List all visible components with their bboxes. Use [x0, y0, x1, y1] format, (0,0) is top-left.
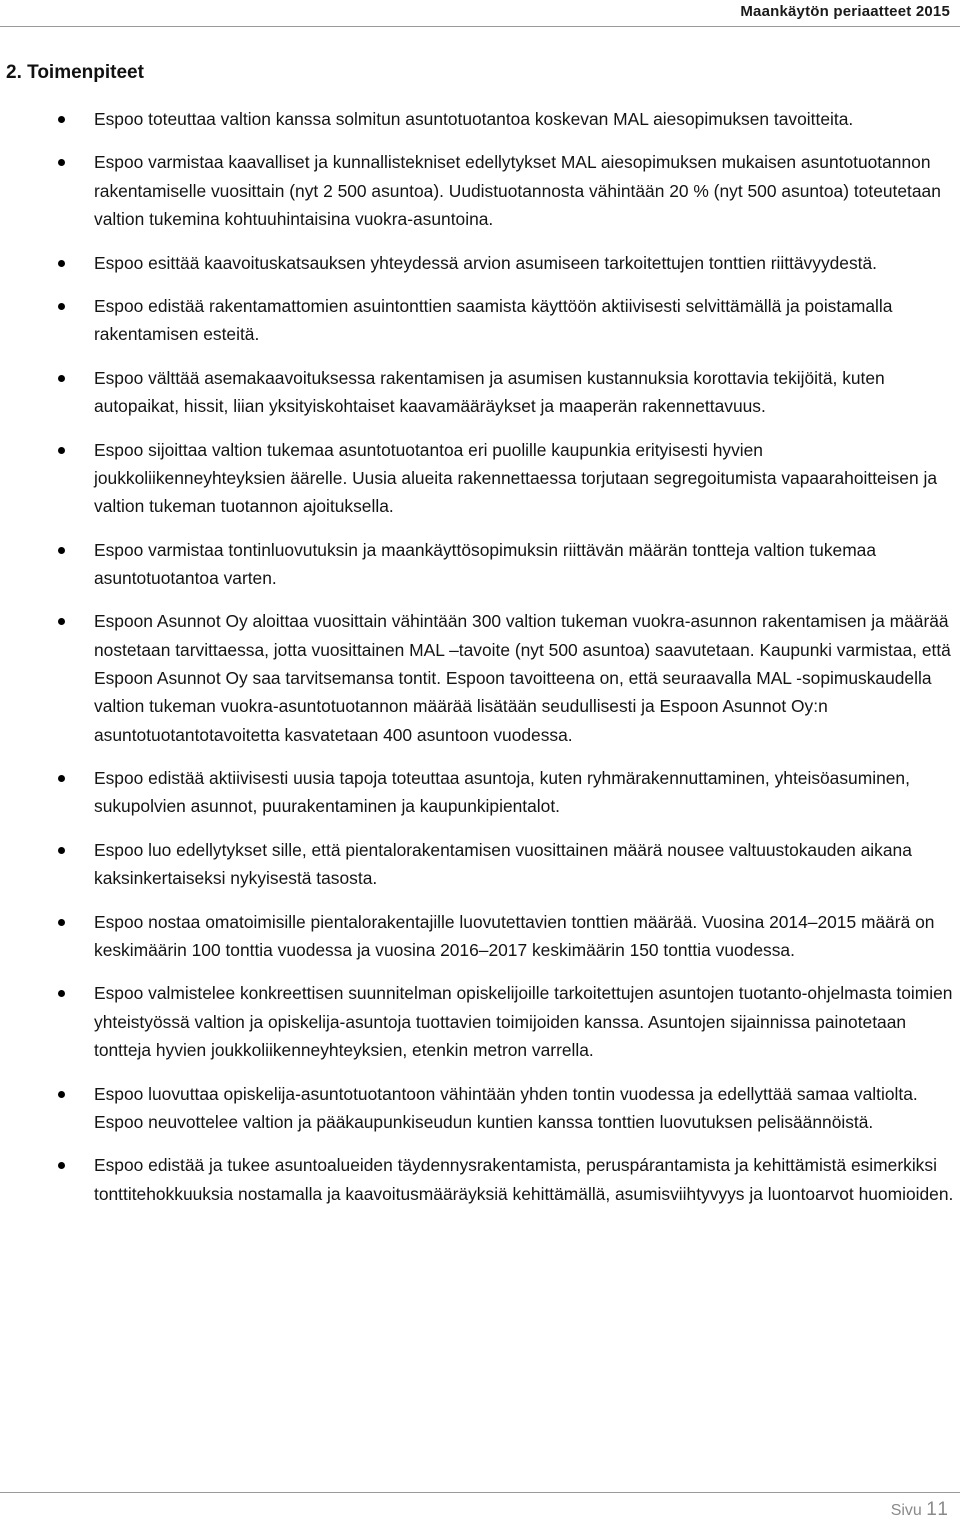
- list-item: [0, 292, 960, 349]
- list-item: [0, 1151, 960, 1208]
- footer-divider: [0, 1492, 960, 1493]
- bullet-icon: [58, 1162, 65, 1169]
- list-item: [0, 908, 960, 965]
- bullet-icon: [58, 159, 65, 166]
- bullet-icon: [58, 1091, 65, 1098]
- list-item: [0, 105, 960, 133]
- list-item-text: Espoo välttää asemakaavoituksessa rakentamisen ja asumisen kustannuksia korottavia tekijöitä, kuten autopaikat, hissit, liian yksityiskohtaiset kaavamääräykset ja maaperän rakennettavuus.: [94, 367, 885, 417]
- list-item-text: Espoo sijoittaa valtion tukemaa asuntotuotantoa eri puolille kaupunkia erityisesti hyvien joukkoliikenneyhteyksien äärelle. Uusia alueita rakennettaessa torjutaan segregoitumista vapaarahoitteisen ja valtion tukeman tuotannon ajoituksella.: [94, 439, 937, 517]
- list-item-text: Espoo edistää ja tukee asuntoalueiden täydennysrakentamista, peruspárantamista ja kehittämistä esimerkiksi tonttitehokkuuksia nostamalla ja kaavoitusmääräyksiä kehittämällä, asumisviihtyvyys ja luontoarvot huomioiden.: [94, 1155, 954, 1204]
- bullet-icon: [58, 847, 65, 854]
- page-label: Sivu: [890, 1502, 922, 1519]
- list-item-text: Espoon Asunnot Oy aloittaa vuosittain vähintään 300 valtion tukeman vuokra-asunnon rakentamisen ja määrää nostetaan tarvittaessa, jotta vuosittainen MAL –tavoite (nyt 500 asuntoa) saavutetaan. Kaupunki varmistaa, että Espoon Asunnot Oy saa tarvitsemansa tontit. Espoon tavoitteena on, että seuraavalla MAL -sopimuskaudella valtion tukeman vuokra-asuntotuotannon määrää lisätään seudullisesti ja Espoon Asunnot Oy:n asuntotuotantotavoitetta kasvatetaan 400 asuntoon vuodessa.: [94, 611, 951, 745]
- list-item: [0, 1080, 960, 1137]
- measures-list: [0, 105, 960, 1223]
- page-number-value: 11: [926, 1499, 950, 1520]
- list-item: [0, 364, 960, 421]
- page-number: [891, 1499, 950, 1521]
- list-item-text: Espoo edistää rakentamattomien asuintonttien saamista käyttöön aktiivisesti selvittämällä ja poistamalla rakentamisen esteitä.: [94, 296, 893, 345]
- list-item: [0, 607, 960, 748]
- document-header-title: Maankäytön periaatteet 2015: [740, 3, 950, 20]
- bullet-icon: [58, 990, 65, 997]
- header-divider: [0, 26, 960, 27]
- bullet-icon: [58, 116, 65, 123]
- list-item: [0, 249, 960, 277]
- section-heading: 2. Toimenpiteet: [6, 62, 144, 83]
- list-item-text: Espoo luo edellytykset sille, että pientalorakentamisen vuosittainen määrä nousee valtuustokauden aikana kaksinkertaiseksi nykyisestä tasosta.: [94, 839, 912, 889]
- bullet-icon: [58, 775, 65, 782]
- bullet-icon: [58, 447, 65, 454]
- list-item: [0, 436, 960, 521]
- bullet-icon: [58, 375, 65, 382]
- list-item-text: Espoo varmistaa kaavalliset ja kunnallistekniset edellytykset MAL aiesopimuksen mukaisen asuntotuotannon rakentamiselle vuosittain (nyt 2 500 asuntoa). Uudistuotannosta vähintään 20 % (nyt 500 asuntoa) toteutetaan valtion tukemina kohtuuhintaisina vuokra-asuntoina.: [94, 152, 941, 230]
- list-item: [0, 836, 960, 893]
- bullet-icon: [58, 919, 65, 926]
- list-item: [0, 536, 960, 593]
- bullet-icon: [58, 618, 65, 625]
- list-item-text: Espoo valmistelee konkreettisen suunnitelman opiskelijoille tarkoitettujen asuntojen tuotanto-ohjelmasta toimien yhteistyössä valtion ja opiskelija-asuntoja tuottavien toimijoiden kanssa. Asuntojen sijainnissa painotetaan tontteja hyvien joukkoliikenneyhteyksien, etenkin metron varrella.: [94, 983, 953, 1061]
- bullet-icon: [58, 547, 65, 554]
- list-item-text: Espoo edistää aktiivisesti uusia tapoja toteuttaa asuntoja, kuten ryhmärakennuttaminen, yhteisöasuminen, sukupolvien asunnot, puurakentaminen ja kaupunkipientalot.: [94, 768, 910, 817]
- list-item: [0, 979, 960, 1064]
- list-item: [0, 148, 960, 233]
- list-item: [0, 764, 960, 821]
- list-item-text: Espoo luovuttaa opiskelija-asuntotuotantoon vähintään yhden tontin vuodessa ja edellyttää samaa valtiolta. Espoo neuvottelee valtion ja pääkaupunkiseudun kuntien kanssa tonttien luovutuksen pelisäännöistä.: [94, 1083, 918, 1132]
- bullet-icon: [58, 260, 65, 267]
- list-item-text: Espoo toteuttaa valtion kanssa solmitun asuntotuotantoa koskevan MAL aiesopimuksen tavoitteita.: [94, 109, 854, 129]
- list-item-text: Espoo nostaa omatoimisille pientalorakentajille luovutettavien tonttien määrää. Vuosina 2014–2015 määrä on keskimäärin 100 tonttia vuodessa ja vuosina 2016–2017 keskimäärin 150 tonttia vuodessa.: [94, 911, 935, 960]
- bullet-icon: [58, 303, 65, 310]
- list-item-text: Espoo varmistaa tontinluovutuksin ja maankäyttösopimuksin riittävän määrän tontteja valtion tukemaa asuntotuotantoa varten.: [94, 539, 877, 588]
- list-item-text: Espoo esittää kaavoituskatsauksen yhteydessä arvion asumiseen tarkoitettujen tonttien riittävyydestä.: [94, 252, 878, 273]
